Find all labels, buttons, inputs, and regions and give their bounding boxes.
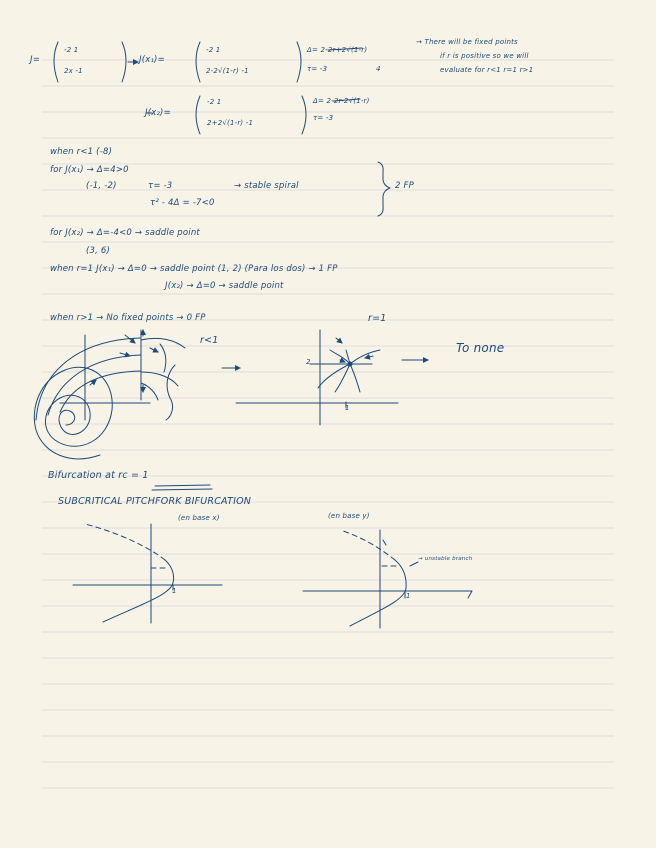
sketch-to-none: To none: [456, 341, 505, 355]
case-r-eq-1-line-2: J(x₂) → Δ=0 → saddle point: [165, 281, 284, 291]
case-r-less-1-header: when r<1 (-8): [50, 147, 113, 157]
note-line-1: → There will be fixed points: [416, 38, 518, 46]
jacobian-row-2: 2x -1: [64, 67, 83, 75]
title-underline-2: [152, 489, 212, 490]
j1-delta: Δ= 2-2r+2√(1-r): [307, 46, 368, 54]
jacobian-label: J=: [30, 55, 41, 65]
bifurcation-tick-one-right: 1: [406, 592, 411, 600]
bifurcation-tick-one-left: 1: [172, 587, 177, 595]
case-j2-line: for J(x₂) → Δ=-4<0 → saddle point: [50, 228, 200, 238]
j2-row-1: -2 1: [207, 98, 222, 106]
bifurcation-title: Bifurcation at rc = 1: [48, 470, 149, 481]
note-line-2: if r is positive so we will: [440, 52, 529, 60]
phase-portrait-r-less-1: [34, 330, 240, 459]
bifurcation-plot-y-label: (en base y): [328, 512, 370, 520]
bifurcation-subtitle: SUBCRITICAL PITCHFORK BIFURCATION: [58, 496, 252, 507]
j1-row-2: 2-2√(1-r) -1: [206, 67, 249, 75]
bifurcation-plot-left: [73, 524, 222, 623]
note-line-3: evaluate for r<1 r=1 r>1: [440, 66, 534, 74]
case-point-2: (3, 6): [86, 246, 111, 256]
j1-tau: τ= -3: [307, 65, 328, 73]
case-r-eq-1-line-1: when r=1 J(x₁) → Δ=0 → saddle point (1, 2) (Para los dos) → 1 FP: [50, 264, 338, 274]
jacobian-row-1: -2 1: [64, 46, 79, 54]
bifurcation-annotation: → unstable branch: [418, 556, 473, 562]
j2-tau: τ= -3: [313, 114, 334, 122]
j1-four: 4: [376, 65, 381, 73]
j1-row-1: -2 1: [206, 46, 221, 54]
j1-label: J(x₁)=: [139, 55, 165, 65]
case-point-1: (-1, -2): [86, 181, 117, 191]
j2-row-2: 2+2√(1-r) -1: [207, 119, 254, 127]
sketch-tick-one: 1: [345, 404, 350, 412]
case-j1-line: for J(x₁) → Δ=4>0: [50, 165, 129, 175]
bifurcation-plot-x-label: (en base x): [178, 514, 220, 522]
two-fp-brace: [378, 162, 390, 216]
j2-delta: Δ= 2-2r-2√(1-r): [313, 97, 370, 105]
case-tau-line: τ= -3: [148, 181, 173, 191]
sketch-label-r-eq-1: r=1: [368, 313, 387, 324]
case-r-greater-1: when r>1 → No fixed points → 0 FP: [50, 313, 206, 323]
sketch-label-r-less-1: r<1: [200, 335, 219, 346]
phase-portrait-r-eq-1: [236, 330, 428, 425]
case-discriminant: τ² - 4Δ = -7<0: [150, 198, 215, 208]
case-stable-spiral: → stable spiral: [234, 181, 299, 191]
sketch-tick-two: 2: [306, 358, 311, 366]
case-two-fp: 2 FP: [395, 181, 414, 191]
title-underline-1: [155, 485, 210, 486]
bifurcation-plot-right: [303, 530, 472, 628]
jacobian-brackets: [54, 42, 362, 134]
j2-label: J(x₂)=: [145, 108, 171, 118]
